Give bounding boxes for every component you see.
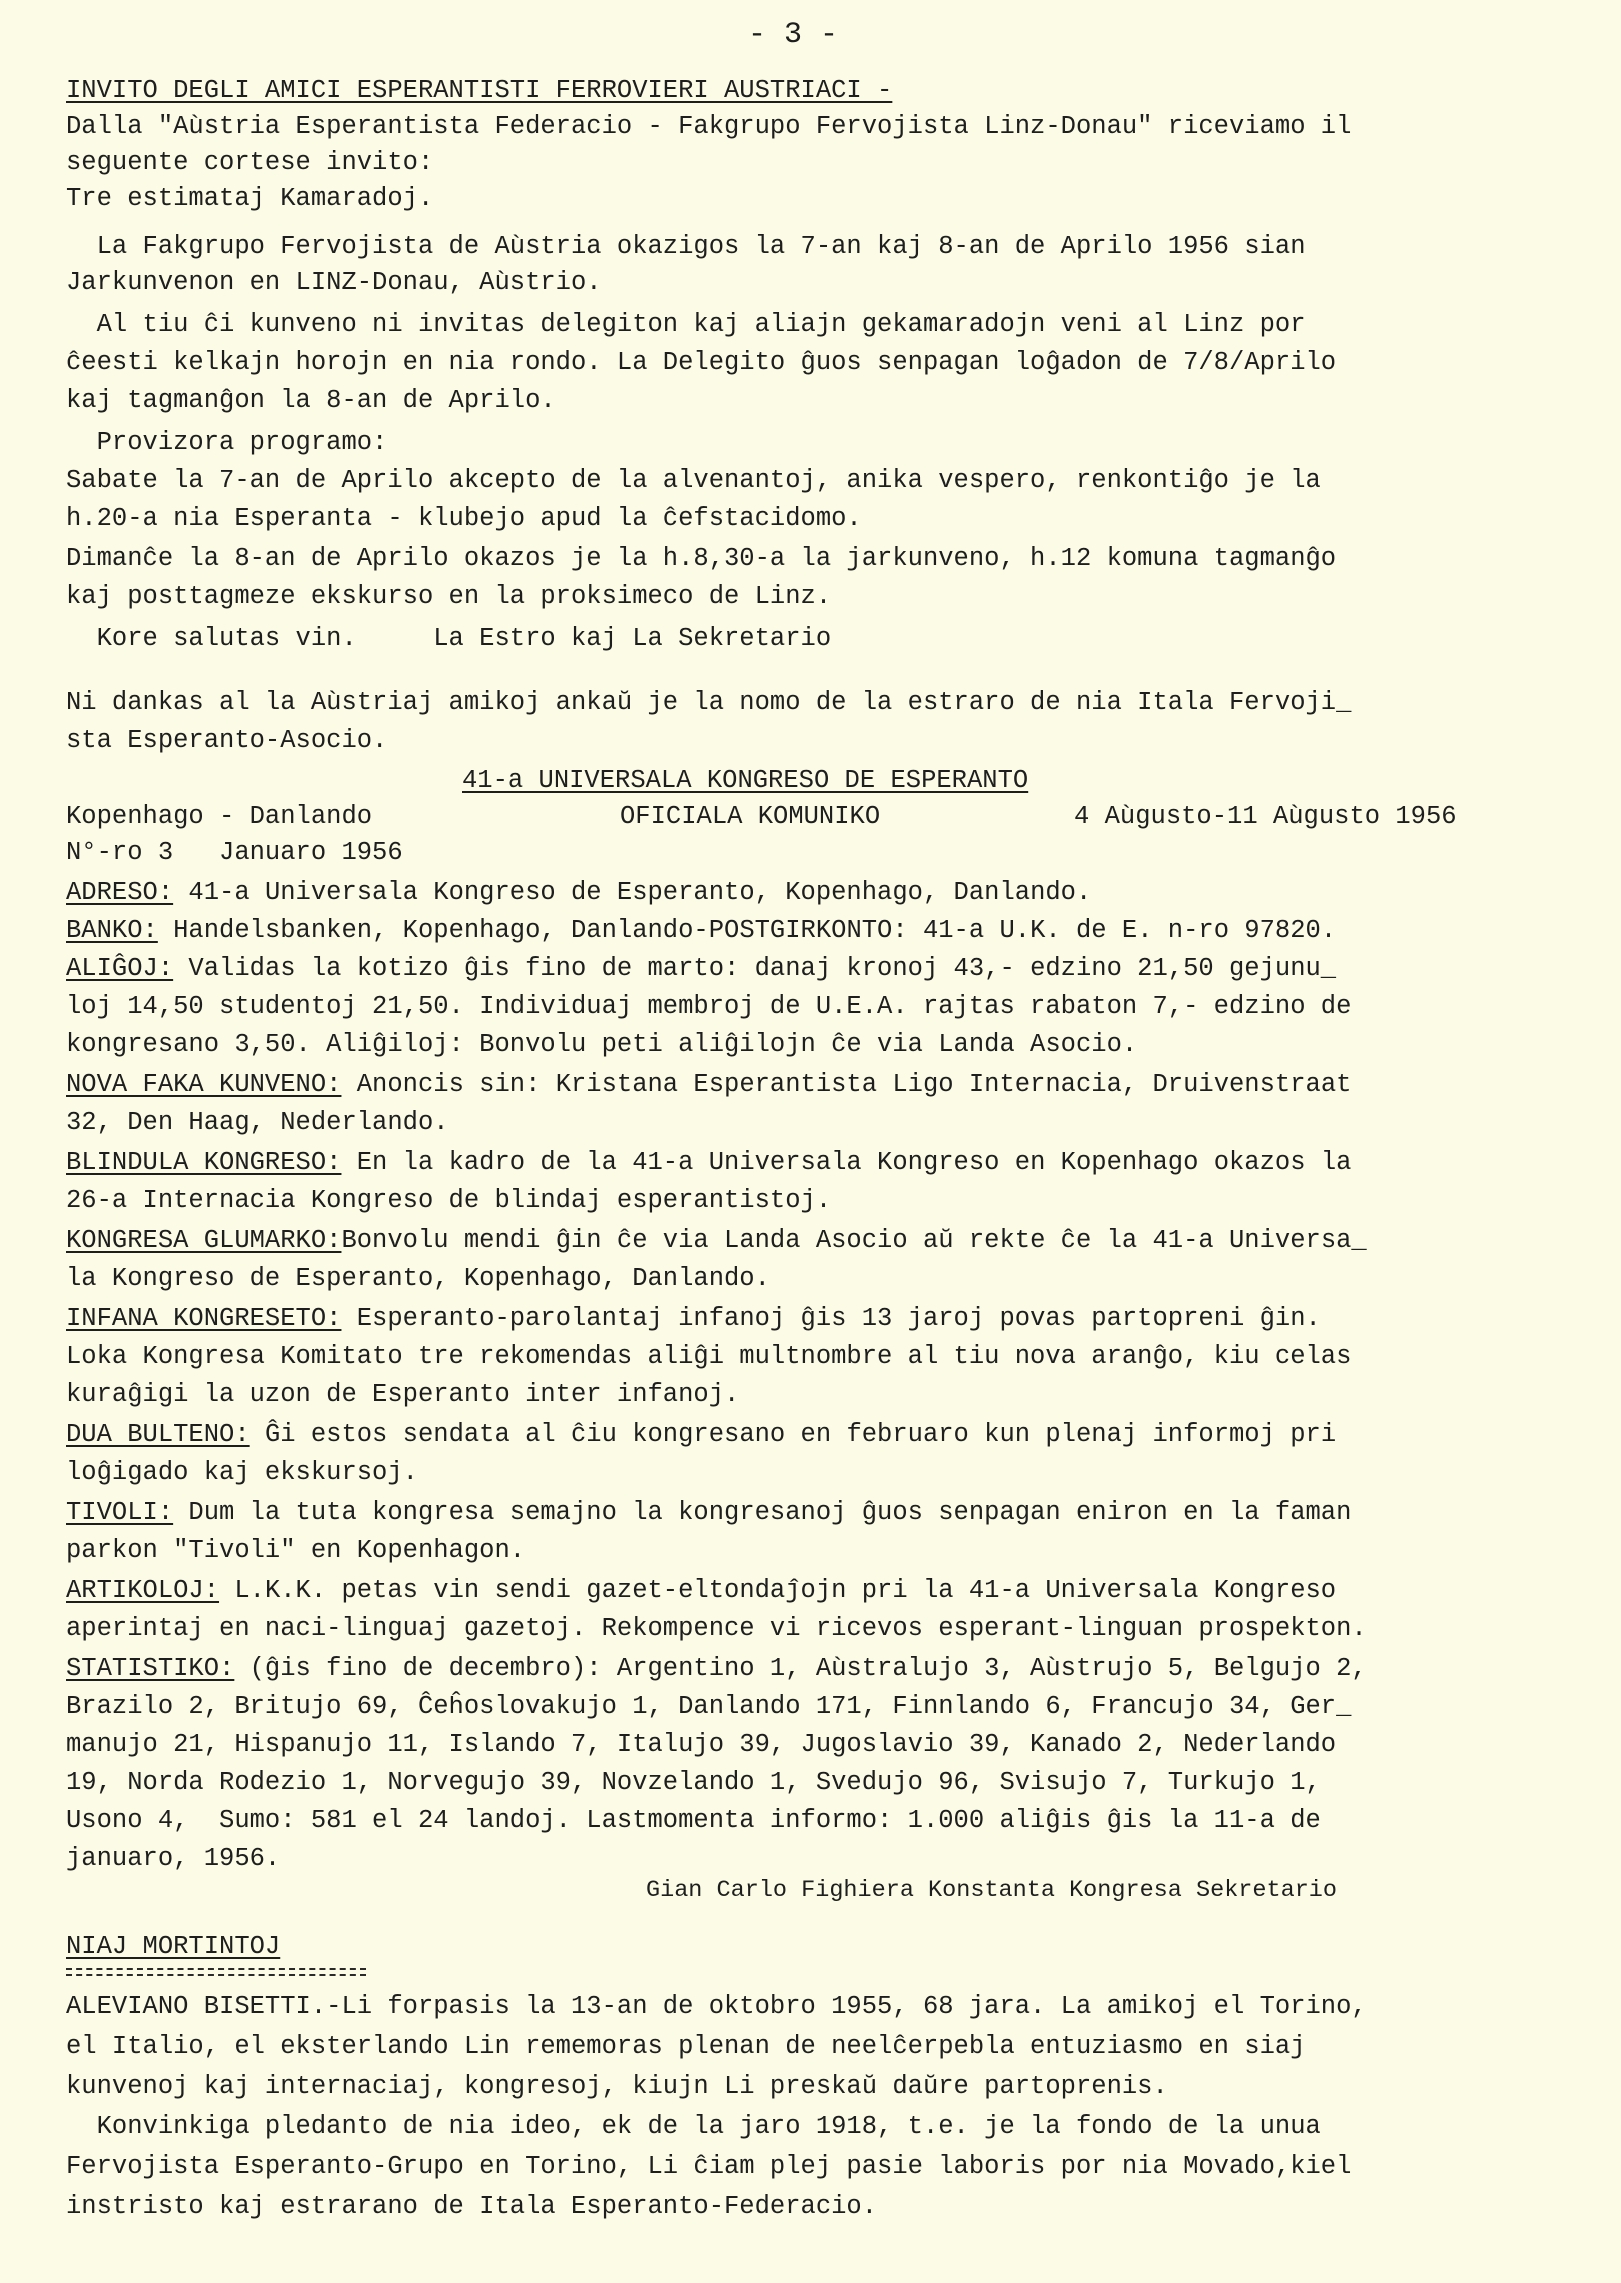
text-line: Brazilo 2, Britujo 69, Ĉeĥoslovakujo 1, Danlando 171, Finnlando 6, Francujo 34, Ger_	[66, 1692, 1352, 1721]
text-line: ĉeesti kelkajn horojn en nia rondo. La Delegito ĝuos senpagan loĝadon de 7/8/Aprilo	[66, 348, 1337, 377]
text-line: Ni dankas al la Aùstriaj amikoj ankaŭ je la nomo de la estraro de nia Itala Fervoji_	[66, 688, 1352, 717]
text-line: instristo kaj estrarano de Itala Esperanto-Federacio.	[66, 2192, 878, 2221]
text-line: manujo 21, Hispanujo 11, Islando 7, Italujo 39, Jugoslavio 39, Kanado 2, Nederlando	[66, 1730, 1337, 1759]
text-line: h.20-a nia Esperanta - klubejo apud la ĉefstacidomo.	[66, 504, 862, 533]
page-number: - 3 -	[748, 18, 839, 52]
text-line: Konvinkiga pledanto de nia ideo, ek de la jaro 1918, t.e. je la fondo de la unua	[66, 2112, 1321, 2141]
text-line: Dalla "Aùstria Esperantista Federacio - Fakgrupo Fervojista Linz-Donau" riceviamo il	[66, 112, 1352, 141]
double-rule	[66, 1968, 366, 1970]
text-line: la Kongreso de Esperanto, Kopenhago, Danlando.	[66, 1264, 770, 1293]
item-adreso: ADRESO: 41-a Universala Kongreso de Esperanto, Kopenhago, Danlando.	[66, 878, 1092, 907]
item-nova-faka-kunveno: NOVA FAKA KUNVENO: Anoncis sin: Kristana Esperantista Ligo Internacia, Druivenstraat	[66, 1070, 1352, 1099]
text-line: Jarkunvenon en LINZ-Donau, Aùstrio.	[66, 268, 602, 297]
text-line: parkon "Tivoli" en Kopenhagon.	[66, 1536, 526, 1565]
text-line: kuraĝigi la uzon de Esperanto inter infanoj.	[66, 1380, 740, 1409]
mortintoj-title: NIAJ MORTINTOJ	[66, 1932, 281, 1961]
text-line: Kore salutas vin. La Estro kaj La Sekretario	[66, 624, 832, 653]
text-line: ALEVIANO BISETTI.-Li forpasis la 13-an de oktobro 1955, 68 jara. La amikoj el Torino,	[66, 1992, 1367, 2021]
signature: Gian Carlo Fighiera Konstanta Kongresa Sekretario	[646, 1877, 1338, 1904]
text-line: Sabate la 7-an de Aprilo akcepto de la alvenantoj, anika vespero, renkontiĝo je la	[66, 466, 1321, 495]
item-dua-bulteno: DUA BULTENO: Ĝi estos sendata al ĉiu kongresano en februaro kun plenaj informoj pri	[66, 1420, 1337, 1449]
text-line: januaro, 1956.	[66, 1844, 281, 1873]
text-line: Dimanĉe la 8-an de Aprilo okazos je la h.8,30-a la jarkunveno, h.12 komuna tagmanĝo	[66, 544, 1337, 573]
item-artikoloj: ARTIKOLOJ: L.K.K. petas vin sendi gazet-eltondaĵojn pri la 41-a Universala Kongreso	[66, 1576, 1337, 1605]
text-line: kongresano 3,50. Aliĝiloj: Bonvolu peti aliĝilojn ĉe via Landa Asocio.	[66, 1030, 1138, 1059]
item-statistiko: STATISTIKO: (ĝis fino de decembro): Argentino 1, Aùstralujo 3, Aùstrujo 5, Belgujo 2,	[66, 1654, 1367, 1683]
text-line: La Fakgrupo Fervojista de Aùstria okazigos la 7-an kaj 8-an de Aprilo 1956 sian	[66, 232, 1306, 261]
text-line: loĝigado kaj ekskursoj.	[66, 1458, 418, 1487]
kongreso-title: 41-a UNIVERSALA KONGRESO DE ESPERANTO	[462, 766, 1029, 795]
invito-title: INVITO DEGLI AMICI ESPERANTISTI FERROVIERI AUSTRIACI -	[66, 76, 893, 105]
item-kongresa-glumarko: KONGRESA GLUMARKO:Bonvolu mendi ĝin ĉe via Landa Asocio aŭ rekte ĉe la 41-a Universa_	[66, 1226, 1367, 1255]
kongreso-place: Kopenhago - Danlando	[66, 802, 373, 831]
text-line: Fervojista Esperanto-Grupo en Torino, Li ĉiam plej pasie laboris por nia Movado,kiel	[66, 2152, 1352, 2181]
kongreso-komuniko: OFICIALA KOMUNIKO	[620, 802, 881, 831]
text-line: Loka Kongresa Komitato tre rekomendas aliĝi multnombre al tiu nova aranĝo, kiu celas	[66, 1342, 1352, 1371]
text-line: 26-a Internacia Kongreso de blindaj esperantistoj.	[66, 1186, 832, 1215]
text-line: aperintaj en naci-linguaj gazetoj. Rekompence vi ricevos esperant-linguan prospekton.	[66, 1614, 1367, 1643]
item-infana-kongreseto: INFANA KONGRESETO: Esperanto-parolantaj infanoj ĝis 13 jaroj povas partopreni ĝin.	[66, 1304, 1321, 1333]
double-rule	[66, 1974, 366, 1976]
text-line: Tre estimataj Kamaradoj.	[66, 184, 434, 213]
text-line: loj 14,50 studentoj 21,50. Individuaj membroj de U.E.A. rajtas rabaton 7,- edzino de	[66, 992, 1352, 1021]
text-line: 19, Norda Rodezio 1, Norvegujo 39, Novzelando 1, Svedujo 96, Svisujo 7, Turkujo 1,	[66, 1768, 1321, 1797]
item-tivoli: TIVOLI: Dum la tuta kongresa semajno la kongresanoj ĝuos senpagan eniron en la faman	[66, 1498, 1352, 1527]
text-line: Provizora programo:	[66, 428, 388, 457]
text-line: Al tiu ĉi kunveno ni invitas delegiton kaj aliajn gekamaradojn veni al Linz por	[66, 310, 1306, 339]
text-line: seguente cortese invito:	[66, 148, 434, 177]
kongreso-dates: 4 Aùgusto-11 Aùgusto 1956	[1074, 802, 1457, 831]
text-line: sta Esperanto-Asocio.	[66, 726, 388, 755]
item-banko: BANKO: Handelsbanken, Kopenhago, Danlando-POSTGIRKONTO: 41-a U.K. de E. n-ro 97820.	[66, 916, 1337, 945]
kongreso-number: N°-ro 3 Januaro 1956	[66, 838, 403, 867]
text-line: kaj tagmanĝon la 8-an de Aprilo.	[66, 386, 556, 415]
text-line: el Italio, el eksterlando Lin rememoras plenan de neelĉerpebla entuziasmo en siaj	[66, 2032, 1306, 2061]
item-aligoj: ALIĜOJ: Validas la kotizo ĝis fino de marto: danaj kronoj 43,- edzino 21,50 gejunu_	[66, 954, 1337, 983]
text-line: 32, Den Haag, Nederlando.	[66, 1108, 449, 1137]
text-line: kaj posttagmeze ekskurso en la proksimeco de Linz.	[66, 582, 832, 611]
item-blindula-kongreso: BLINDULA KONGRESO: En la kadro de la 41-a Universala Kongreso en Kopenhago okazos la	[66, 1148, 1352, 1177]
text-line: kunvenoj kaj internaciaj, kongresoj, kiujn Li preskaŭ daŭre partoprenis.	[66, 2072, 1168, 2101]
text-line: Usono 4, Sumo: 581 el 24 landoj. Lastmomenta informo: 1.000 aliĝis ĝis la 11-a de	[66, 1806, 1321, 1835]
